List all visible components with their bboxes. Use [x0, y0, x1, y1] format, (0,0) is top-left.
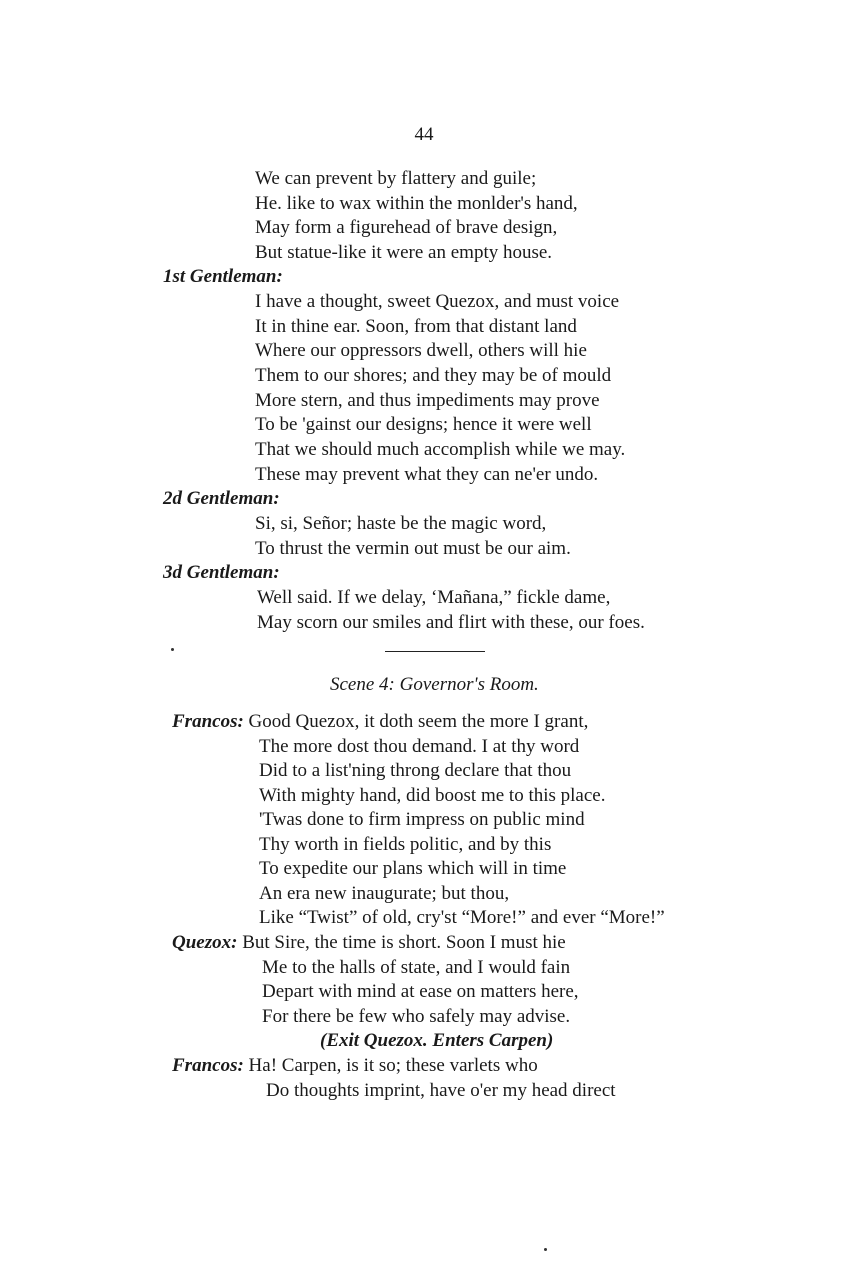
verse-line: May scorn our smiles and flirt with these, our foes.	[257, 612, 645, 633]
verse-line: May form a figurehead of brave design,	[255, 217, 558, 238]
verse-line: Depart with mind at ease on matters here,	[262, 981, 579, 1002]
verse-line: But statue-like it were an empty house.	[255, 242, 553, 263]
verse-line: But Sire, the time is short. Soon I must hie	[242, 932, 566, 953]
verse-line: To thrust the vermin out must be our aim.	[255, 538, 571, 559]
verse-line: I have a thought, sweet Quezox, and must voice	[255, 291, 620, 312]
verse-line: Good Quezox, it doth seem the more I grant,	[248, 711, 589, 732]
verse-line: Well said. If we delay, ‘Mañana,” fickle dame,	[257, 587, 611, 608]
scene-divider	[385, 651, 485, 652]
verse-line: 'Twas done to firm impress on public mind	[259, 809, 585, 830]
verse-line: To expedite our plans which will in time	[259, 858, 567, 879]
verse-line: These may prevent what they can ne'er undo.	[255, 464, 599, 485]
speaker-name: Francos	[172, 1055, 238, 1076]
verse-line: Si, si, Señor; haste be the magic word,	[255, 513, 547, 534]
speaker-name: 2d Gentleman:	[163, 488, 280, 509]
verse-line: For there be few who safely may advise.	[262, 1006, 571, 1027]
verse-line: To be 'gainst our designs; hence it were well	[255, 414, 592, 435]
verse-line: Ha! Carpen, is it so; these varlets who	[248, 1055, 538, 1076]
verse-line: It in thine ear. Soon, from that distant land	[255, 316, 577, 337]
speaker-line: Quezox: But Sire, the time is short. Soon I must hie	[172, 932, 566, 953]
speaker-name: 1st Gentleman:	[163, 266, 283, 287]
verse-line: Like “Twist” of old, cry'st “More!” and ever “More!”	[259, 907, 665, 928]
page-number: 44	[414, 124, 434, 145]
verse-line: Me to the halls of state, and I would fain	[262, 957, 571, 978]
verse-line: With mighty hand, did boost me to this place.	[259, 785, 606, 806]
verse-line: Did to a list'ning throng declare that thou	[259, 760, 572, 781]
verse-line: Thy worth in fields politic, and by this	[259, 834, 552, 855]
verse-line: More stern, and thus impediments may prove	[255, 390, 600, 411]
ink-speck	[171, 648, 174, 651]
stage-direction: (Exit Quezox. Enters Carpen)	[320, 1030, 554, 1051]
verse-line: We can prevent by flattery and guile;	[255, 168, 537, 189]
speaker-name: Francos	[172, 711, 238, 732]
speaker-line: Francos: Good Quezox, it doth seem the more I grant,	[172, 711, 589, 732]
verse-line: An era new inaugurate; but thou,	[259, 883, 510, 904]
verse-line: Where our oppressors dwell, others will hie	[255, 340, 587, 361]
verse-line: Them to our shores; and they may be of mould	[255, 365, 612, 386]
scene-title: Scene 4: Governor's Room.	[330, 674, 539, 695]
speaker-name: 3d Gentleman:	[163, 562, 280, 583]
verse-line: The more dost thou demand. I at thy word	[259, 736, 580, 757]
speaker-line: Francos: Ha! Carpen, is it so; these varlets who	[172, 1055, 538, 1076]
verse-line: He. like to wax within the monlder's hand,	[255, 193, 578, 214]
ink-speck	[544, 1248, 547, 1251]
verse-line: Do thoughts imprint, have o'er my head direct	[266, 1080, 616, 1101]
speaker-name: Quezox	[172, 932, 232, 953]
verse-line: That we should much accomplish while we may.	[255, 439, 626, 460]
